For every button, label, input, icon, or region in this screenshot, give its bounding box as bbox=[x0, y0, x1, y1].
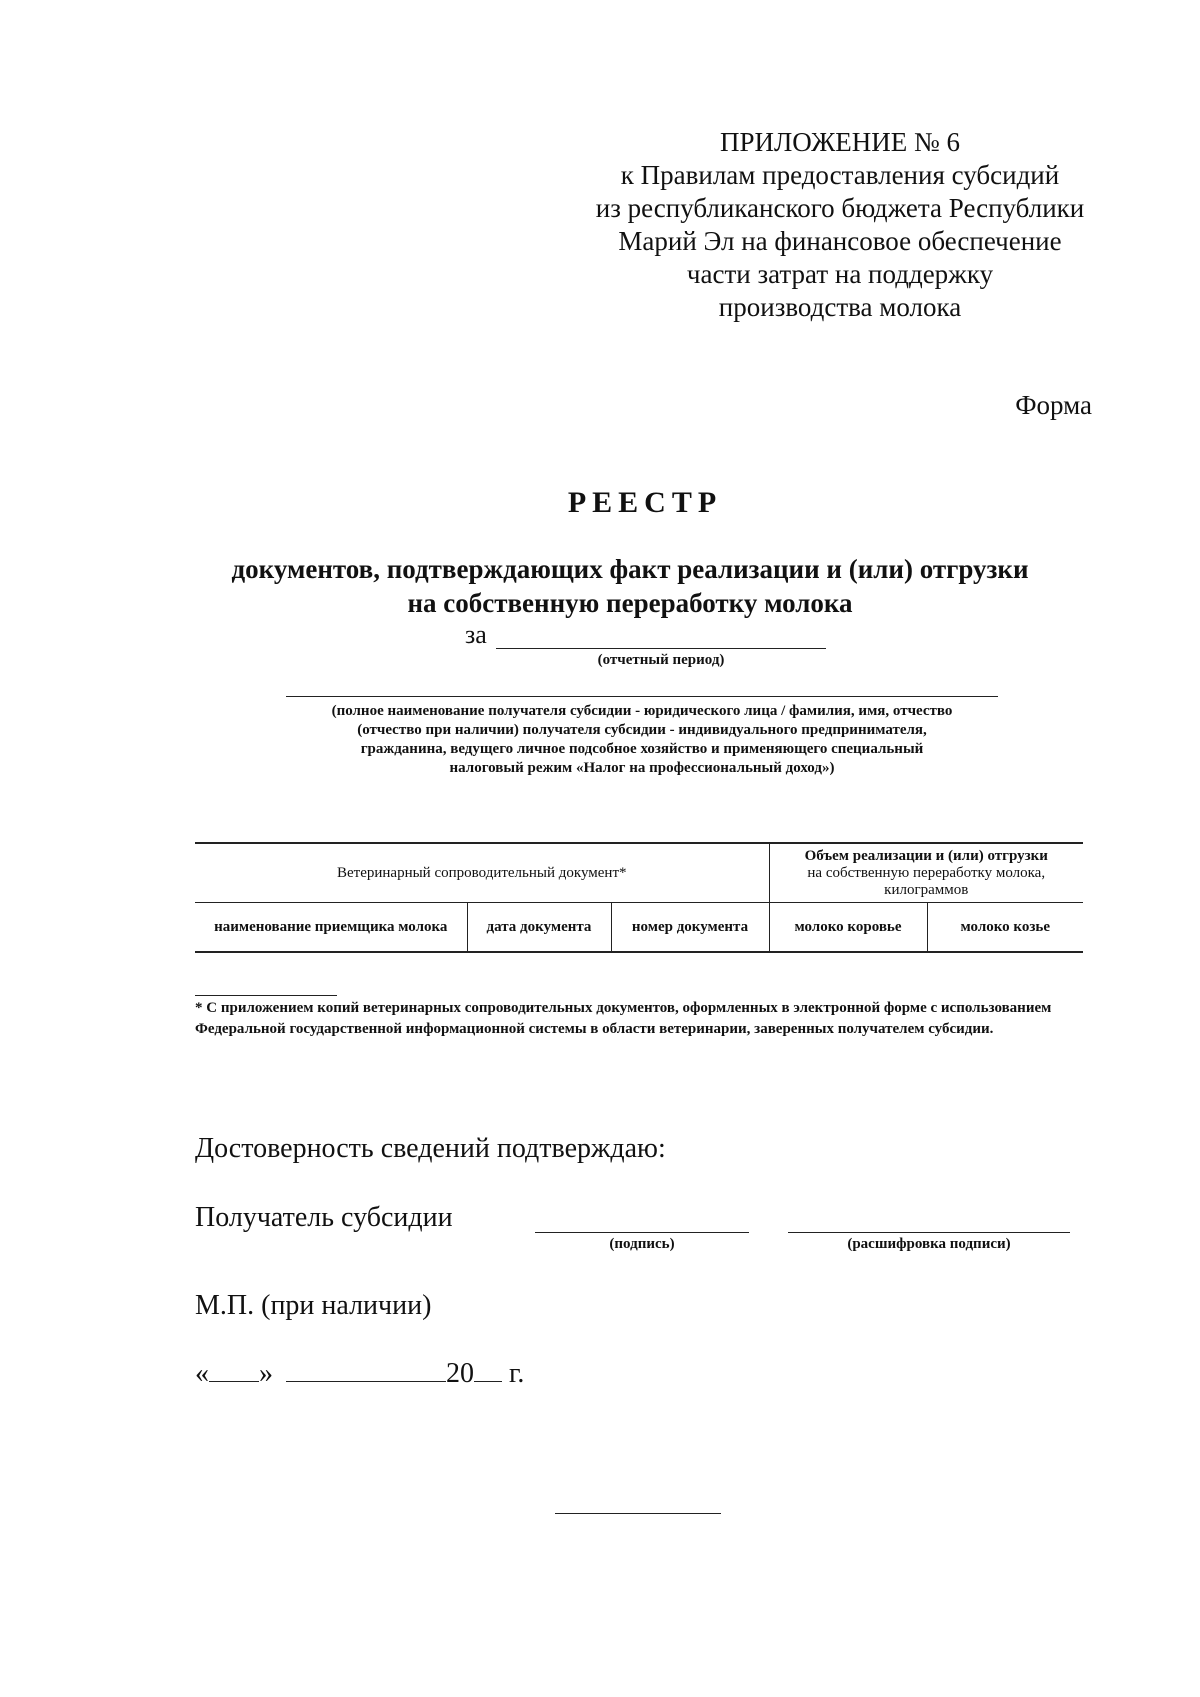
appendix-line: производства молока bbox=[718, 292, 962, 322]
signature-field-line[interactable] bbox=[535, 1232, 749, 1233]
vet-document-group-header: Ветеринарный сопроводительный документ* bbox=[195, 843, 769, 903]
stamp-label: М.П. (при наличии) bbox=[195, 1290, 432, 1321]
date-close-quote: » bbox=[259, 1358, 273, 1389]
recipient-caption bbox=[286, 702, 998, 778]
appendix-line: к Правилам предоставления субсидий bbox=[620, 160, 1060, 190]
appendix-line: Марий Эл на финансовое обеспечение bbox=[618, 226, 1062, 256]
col-header-cow-milk: молоко коровье bbox=[769, 903, 927, 953]
month-field-line[interactable] bbox=[286, 1355, 446, 1382]
confirmation-statement: Достоверность сведений подтверждаю: bbox=[195, 1133, 666, 1164]
col-header-receiver-name: наименование приемщика молока bbox=[195, 903, 467, 953]
form-label: Форма bbox=[1015, 390, 1092, 420]
volume-header-line: килограммов bbox=[884, 881, 969, 898]
footnote-rule bbox=[195, 995, 337, 996]
col-header-document-number: номер документа bbox=[611, 903, 769, 953]
day-field-line[interactable] bbox=[209, 1355, 259, 1382]
date-open-quote: « bbox=[195, 1358, 209, 1389]
subtitle-line: на собственную переработку молока bbox=[407, 588, 853, 618]
subtitle-line: документов, подтверждающих факт реализации и (или) отгрузки bbox=[231, 554, 1029, 584]
recipient-name-field-line[interactable] bbox=[286, 696, 998, 697]
volume-header-line: Объем реализации и (или) отгрузки bbox=[804, 847, 1048, 864]
period-field-line[interactable] bbox=[496, 648, 826, 649]
footnote-line: * С приложением копий ветеринарных сопроводительных документов, оформленных в электронной форме с использованием bbox=[195, 1000, 1052, 1016]
period-caption: (отчетный период) bbox=[597, 652, 725, 668]
col-header-document-date: дата документа bbox=[467, 903, 611, 953]
volume-group-header bbox=[769, 843, 1083, 903]
table-header-row bbox=[195, 843, 1083, 903]
period-prefix: за bbox=[465, 620, 487, 649]
signature-caption: (подпись) bbox=[609, 1236, 675, 1252]
date-row bbox=[195, 1355, 524, 1390]
year-suffix: г. bbox=[509, 1358, 525, 1389]
year-field-line[interactable] bbox=[474, 1355, 502, 1382]
end-separator-line bbox=[555, 1513, 721, 1514]
year-prefix: 20 bbox=[446, 1358, 474, 1389]
signature-decode-field-line[interactable] bbox=[788, 1232, 1070, 1233]
recipient-caption-line: гражданина, ведущего личное подсобное хозяйство и применяющего специальный bbox=[360, 741, 924, 757]
recipient-caption-line: (отчество при наличии) получателя субсидии - индивидуального предпринимателя, bbox=[357, 722, 927, 738]
table-subheader-row bbox=[195, 903, 1083, 953]
col-header-goat-milk: молоко козье bbox=[927, 903, 1083, 953]
appendix-title: ПРИЛОЖЕНИЕ № 6 bbox=[719, 127, 961, 157]
recipient-label: Получатель субсидии bbox=[195, 1202, 453, 1233]
document-title: РЕЕСТР bbox=[567, 486, 723, 519]
footnote-line: Федеральной государственной информационной системы в области ветеринарии, заверенных получателем субсидии. bbox=[195, 1021, 994, 1037]
volume-header-line: на собственную переработку молока, bbox=[807, 864, 1046, 881]
document-subtitle bbox=[130, 552, 1130, 620]
appendix-line: части затрат на поддержку bbox=[686, 259, 994, 289]
signature-decode-caption: (расшифровка подписи) bbox=[847, 1236, 1011, 1252]
recipient-caption-line: налоговый режим «Налог на профессиональный доход») bbox=[449, 760, 835, 776]
recipient-caption-line: (полное наименование получателя субсидии - юридического лица / фамилия, имя, отчество bbox=[331, 703, 953, 719]
footnote bbox=[195, 998, 1095, 1040]
appendix-header bbox=[560, 126, 1120, 324]
appendix-line: из республиканского бюджета Республики bbox=[595, 193, 1085, 223]
registry-table bbox=[195, 842, 1083, 953]
